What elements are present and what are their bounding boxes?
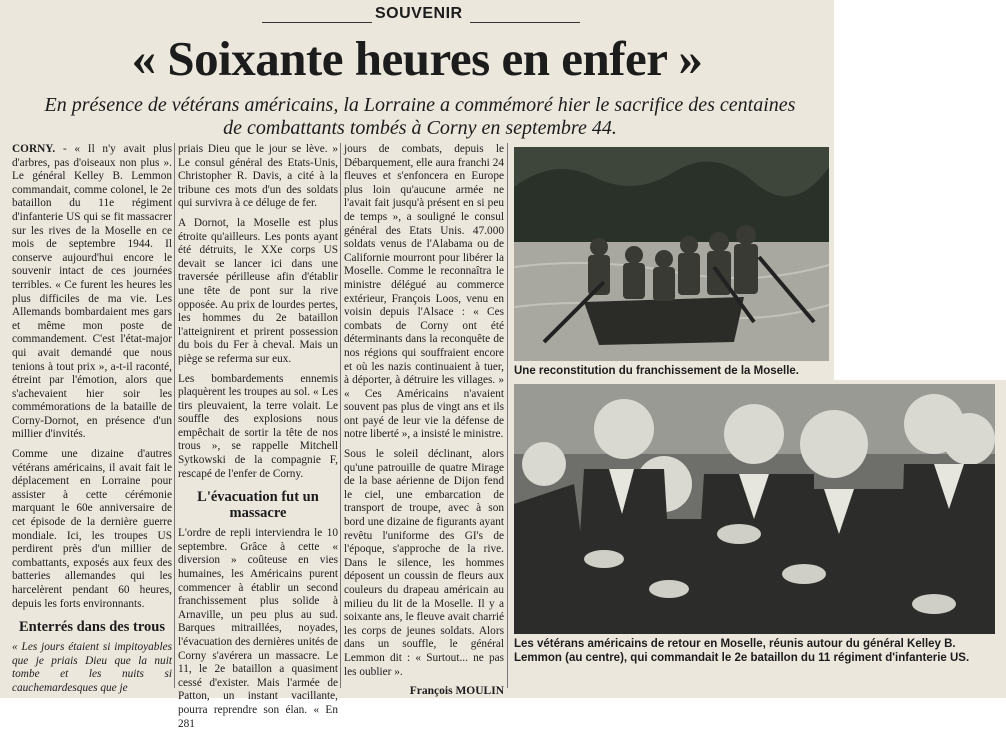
veterans-illustration bbox=[514, 384, 995, 634]
veterans-ceremony-photo bbox=[514, 384, 995, 634]
dateline: CORNY. bbox=[12, 143, 56, 155]
paragraph: Sous le soleil déclinant, alors qu'une patrouille de quatre Mirage de la base aérienne de Dijon fend le ciel, une embarcation de transport de troupe, avec à son bord une dizaine de figurants ayant revêtu l'uniforme des GI's de l'époque, s'approche de la rive. Dans le silence, les hommes déposent un coussin de fleurs aux couleurs du drapeau américain au milieu du lit de la Moselle. Il y a soixante ans, le fleuve avait charrié les corps de jeunes soldats. Alors dans un souffle, le général Lemmon dit : « Surtout... ne pas les oublier ». bbox=[344, 448, 504, 678]
paragraph bbox=[12, 143, 172, 442]
rubric-rule-right bbox=[470, 22, 580, 23]
paragraph: Les bombardements ennemis plaquèrent les troupes au sol. « Les tirs pleuvaient, la terre volait. Le souffle des explosions nous empêchait de sortir la tête de nos trous », se rappelle Mitchell Sytkowski de la compagnie F, rescapé de l'enfer de Corny. bbox=[178, 372, 338, 480]
photo-caption: Une reconstitution du franchissement de la Moselle. bbox=[514, 365, 800, 377]
article-column-1 bbox=[12, 143, 172, 702]
rubric-rule-left bbox=[262, 22, 372, 23]
subheading: Enterrés dans des trous bbox=[19, 619, 165, 636]
paragraph: Comme une dizaine d'autres vétérans américains, il avait fait le déplacement en Lorraine pour assister à cette cérémonie marquant le 60e anniversaire de cet épisode de la dernière guerre mondiale. Ici, les troupes US perdirent près d'un millier de combattants, exposés aux feux des batteries allemandes qui les harcelèrent pendant 60 heures, depuis les forts environnants. bbox=[12, 448, 172, 610]
column-rule bbox=[174, 143, 175, 688]
byline: François MOULIN bbox=[409, 685, 504, 698]
paragraph: L'ordre de repli interviendra le 10 septembre. Grâce à cette « diversion » coûteuse en vies humaines, les Américains purent commencer à établir un second franchissement plus solide à Arnaville, un peu plus au sud. Barques mitraillées, noyades, l'évacuation des dernières unités de Corny s'avérera un massacre. Le 11, le 2e bataillon a quasiment cessé d'exister. Mais l'armée de Patton, un instant vacillante, pourra reprendre son élan. « En 281 bbox=[178, 527, 338, 730]
article-column-2 bbox=[178, 143, 338, 737]
section-rubric: SOUVENIR bbox=[375, 5, 463, 22]
headline: « Soixante heures en enfer » bbox=[131, 31, 703, 86]
paragraph-text: - « Il n'y avait plus d'arbres, pas d'oiseaux non plus ». Le général Kelley B. Lemmon commandait, comme colonel, le 2e bataillon du 11e régiment d'infanterie US qui se fit massacrer sur les rives de la Moselle en ce mois de septembre 1944. Il conserve aujourd'hui encore le souvenir intact de ces journées terribles. « Ce furent les heures les plus difficiles de ma vie. Les Allemands bombardaient mes gars et même mon poste de commandement. C'est l'état-major qui avait demandé que nous tenions à tout prix », a-t-il raconté, étreint par l'émotion, alors que s'achevaient hier soir les commémorations de la bataille de Corny-Dornot, en présence d'un millier d'invités. bbox=[12, 143, 172, 441]
paragraph: priais Dieu que le jour se lève. » Le consul général des Etats-Unis, Christopher R. Davis, a cité à la tribune ces mots d'un des soldats qui survivra à ce déluge de fer. bbox=[178, 143, 338, 210]
column-rule bbox=[340, 143, 341, 688]
subheading: L'évacuation fut un massacre bbox=[197, 489, 319, 522]
article-column-3 bbox=[344, 143, 504, 699]
river-crossing-illustration bbox=[514, 147, 829, 361]
column-rule bbox=[507, 143, 508, 688]
river-crossing-photo bbox=[514, 147, 829, 361]
paragraph: jours de combats, depuis le Débarquement, elle aura franchi 24 fleuves et s'enfoncera en Europe plus loin qu'aucune armée ne l'avait fait jusqu'à présent en si peu de temps », a souligné le consul général des Etats Unis. 47.000 soldats venus de l'Alabama ou de Californie mourront pour libérer la Moselle. Comme le reconnaîtra le ministre délégué au commerce extérieur, François Loos, venu en voisin depuis l'Alsace : « Ces combats de Corny ont été déterminants dans la reconquête de nos régions qui souffraient encore et où les nazis continuaient à tuer, à déporter, à détruire les villages. » « Ces Américains n'avaient souvent pas plus de vingt ans et ils ont payé de leur vie la défense de notre liberté », a insisté le ministre. bbox=[344, 143, 504, 441]
paragraph: « Les jours étaient si impitoyables que je priais Dieu que la nuit tombe et les nuits si cauchemardesques que je bbox=[12, 641, 172, 694]
photo-caption: Les vétérans américains de retour en Moselle, réunis autour du général Kelley B. Lemmon (au centre), qui commandait le 2e bataillon du 11 régiment d'infanterie US. bbox=[514, 638, 970, 664]
paragraph: A Dornot, la Moselle est plus étroite qu'ailleurs. Les ponts ayant été détruits, le XXe corps US devait se lancer ici dans une traversée périlleuse afin d'établir une tête de pont sur la rive opposée. Au prix de lourdes pertes, les hommes du 2e bataillon l'atteignirent et prirent possession du bois du Fer à cheval. Mais un piège se referma sur eux. bbox=[178, 216, 338, 365]
deck: En présence de vétérans américains, la Lorraine a commémoré hier le sacrifice des centaines de combattants tombés à Corny en septembre 44. bbox=[44, 94, 796, 139]
